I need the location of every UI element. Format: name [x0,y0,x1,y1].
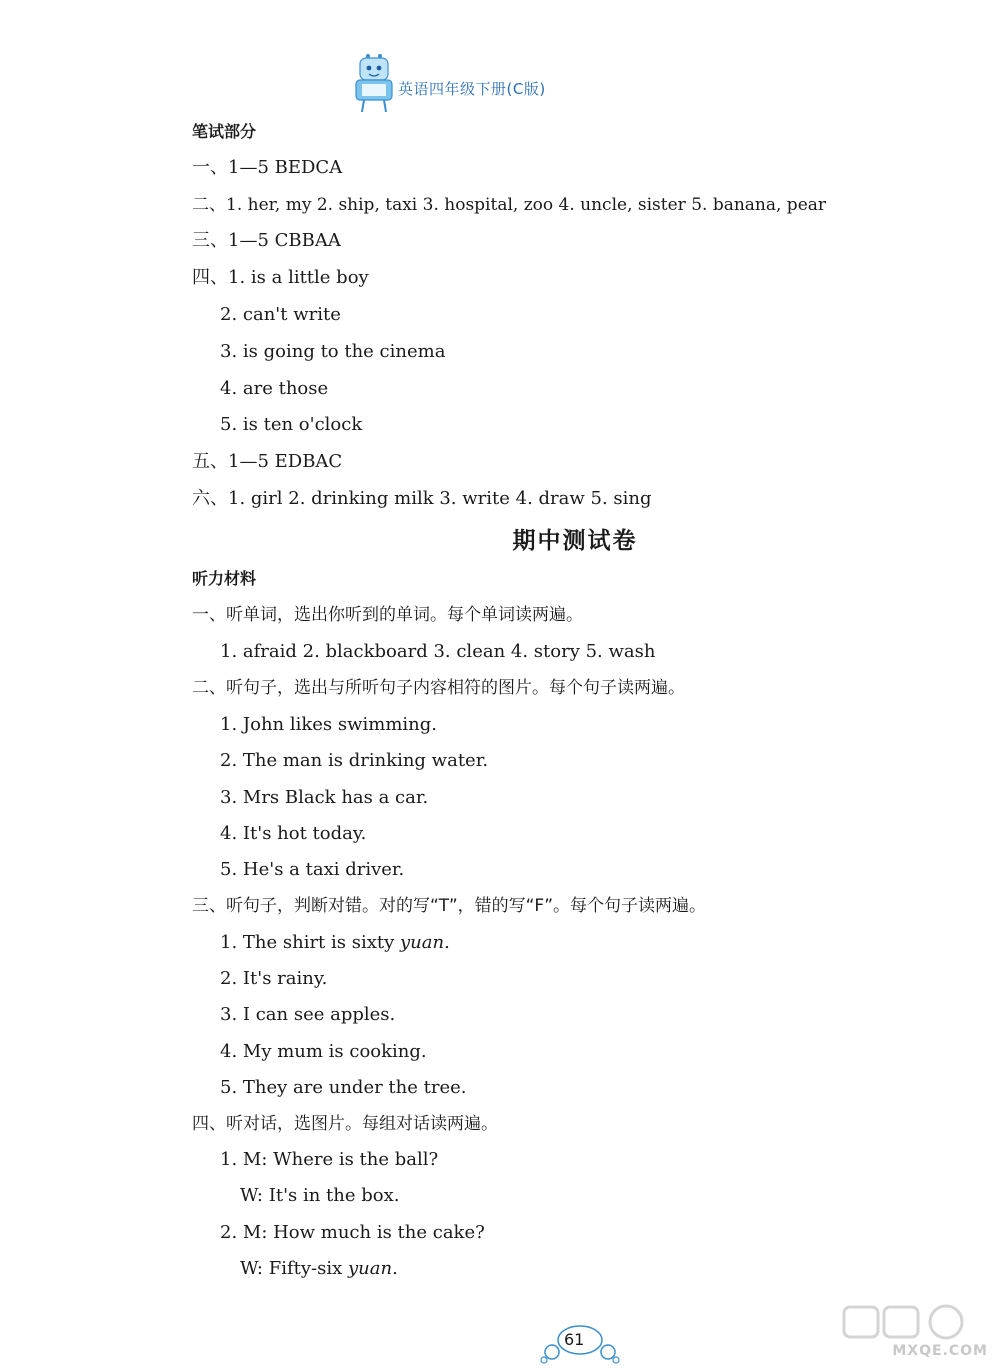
answer-q4-item1: 四、1. is a little boy [192,267,369,288]
page-header [352,52,612,118]
listening-heading: 听力材料 [192,569,257,588]
listening-s3-item1-text: 1. The shirt is sixty [220,932,400,953]
answer-q4-item2: 2. can't write [220,304,341,325]
book-title: 英语四年级下册(C版) [398,80,546,98]
dialogue-1-w: W: It's in the box. [240,1185,400,1206]
listening-s2-item: 1. John likes swimming. [220,714,438,735]
listening-s3-item1-italic: yuan [400,932,445,953]
answer-q4-item4: 4. are those [220,378,329,399]
written-section-heading: 笔试部分 [192,122,257,141]
midterm-title: 期中测试卷 [512,528,638,554]
answer-q6: 六、1. girl 2. drinking milk 3. write 4. draw 5. sing [192,488,652,509]
watermark-logo-icon [840,1303,992,1343]
listening-s2-item: 5. He's a taxi driver. [220,859,405,880]
listening-s3-item: 4. My mum is cooking. [220,1041,427,1062]
answer-q2: 二、1. her, my 2. ship, taxi 3. hospital, zoo 4. uncle, sister 5. banana, pear [192,195,827,215]
answer-q3: 三、1—5 CBBAA [192,230,341,251]
dialogue-1-m: 1. M: Where is the ball? [220,1149,439,1170]
listening-s2-item: 3. Mrs Black has a car. [220,787,429,808]
listening-s1-title: 一、听单词，选出你听到的单词。每个单词读两遍。 [192,605,583,625]
answer-q1: 一、1—5 BEDCA [192,157,343,178]
listening-s3-item1-suffix: . [444,932,450,953]
listening-s3-item: 3. I can see apples. [220,1004,396,1025]
page-number: 61 [564,1330,585,1349]
listening-s2-title: 二、听句子，选出与所听句子内容相符的图片。每个句子读两遍。 [192,678,685,698]
watermark-text: MXQE.COM [892,1343,988,1359]
answer-q4-item3: 3. is going to the cinema [220,341,446,362]
dialogue-2-w [240,1257,398,1281]
dialogue-2-w-suffix: . [392,1258,398,1279]
dialogue-2-w-italic: yuan [347,1258,393,1279]
listening-s4-title: 四、听对话，选图片。每组对话读两遍。 [192,1114,498,1134]
answer-q5: 五、1—5 EDBAC [192,451,343,472]
answer-q4-item5: 5. is ten o'clock [220,414,363,435]
dialogue-2-m: 2. M: How much is the cake? [220,1222,485,1243]
listening-s3-title: 三、听句子，判断对错。对的写“T”，错的写“F”。每个句子读两遍。 [192,896,707,916]
page-number-badge [540,1318,620,1366]
listening-s2-item: 2. The man is drinking water. [220,750,489,771]
listening-s3-item: 5. They are under the tree. [220,1077,467,1098]
site-watermark [840,1303,992,1359]
dialogue-2-w-text: W: Fifty-six [240,1258,348,1279]
listening-s3-item [220,931,450,955]
listening-s2-item: 4. It's hot today. [220,823,367,844]
listening-s1-words: 1. afraid 2. blackboard 3. clean 4. story 5. wash [220,641,656,662]
listening-s3-item: 2. It's rainy. [220,968,328,989]
mascot-icon [352,52,396,118]
